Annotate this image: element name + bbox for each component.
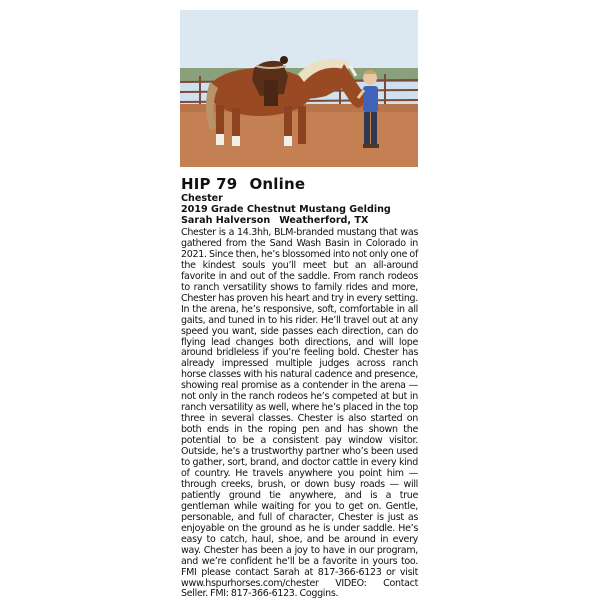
horse-description: 2019 Grade Chestnut Mustang Gelding	[181, 204, 391, 215]
sale-type: Online	[249, 175, 306, 193]
consignor-line	[181, 215, 421, 226]
listing-description: Chester is a 14.3hh, BLM-branded mustang that was gathered from the Sand Wash Basin in Colorado in 2021. Since then, he’s blossomed into not only one of the kindest souls you’ll meet but an all-around favorite in and out of the saddle. From ranch rodeos to ranch versatility shows to family rides and more, Chester has proven his heart and try in every setting. In the arena, he’s responsive, soft, comfortable in all gaits, and tuned in to his rider. He’ll travel out at any speed you want, side passes each direction, can do flying lead changes both directions, and will lope around bridleless if you’re feeling bold. Chester has already impressed multiple judges across ranch horse classes with his natural cadence and presence, showing real promise as a contender in the arena — not only in the ranch rodeos he’s competed at but in ranch versatility as well, where he’s placed in the top three in several classes. Chester is also started on both ends in the roping pen and has shown the potential to be a consistent pay window visitor. Outside, he’s a trustworthy partner who’s been used to gather, sort, brand, and doctor cattle in every kind of country. He travels anywhere you point him — through creeks, brush, or down busy roads — will patiently ground tie anywhere, and is a true gentleman while waiting for you to get on. Gentle, personable, and full of character, Chester is just as enjoyable on the ground as he is under saddle. He’s easy to catch, haul, shoe, and be around in every way. Chester has been a joy to have in our program, and we’re confident he’ll be a favorite in yours too. FMI please contact Sarah at 817-366-6123 or visit www.hspurhorses.com/chester VIDEO: Contact Seller. FMI: 817-366-6123. Coggins.	[181, 227, 418, 600]
hip-title	[181, 175, 421, 193]
listing-header	[181, 175, 421, 226]
consignor-name: Sarah Halverson	[181, 215, 271, 226]
consignor-location: Weatherford, TX	[279, 215, 369, 226]
hip-number: HIP 79	[181, 175, 238, 193]
horse-name: Chester	[181, 193, 223, 204]
horse-and-child-photo	[180, 10, 418, 167]
listing-photo	[180, 10, 418, 167]
